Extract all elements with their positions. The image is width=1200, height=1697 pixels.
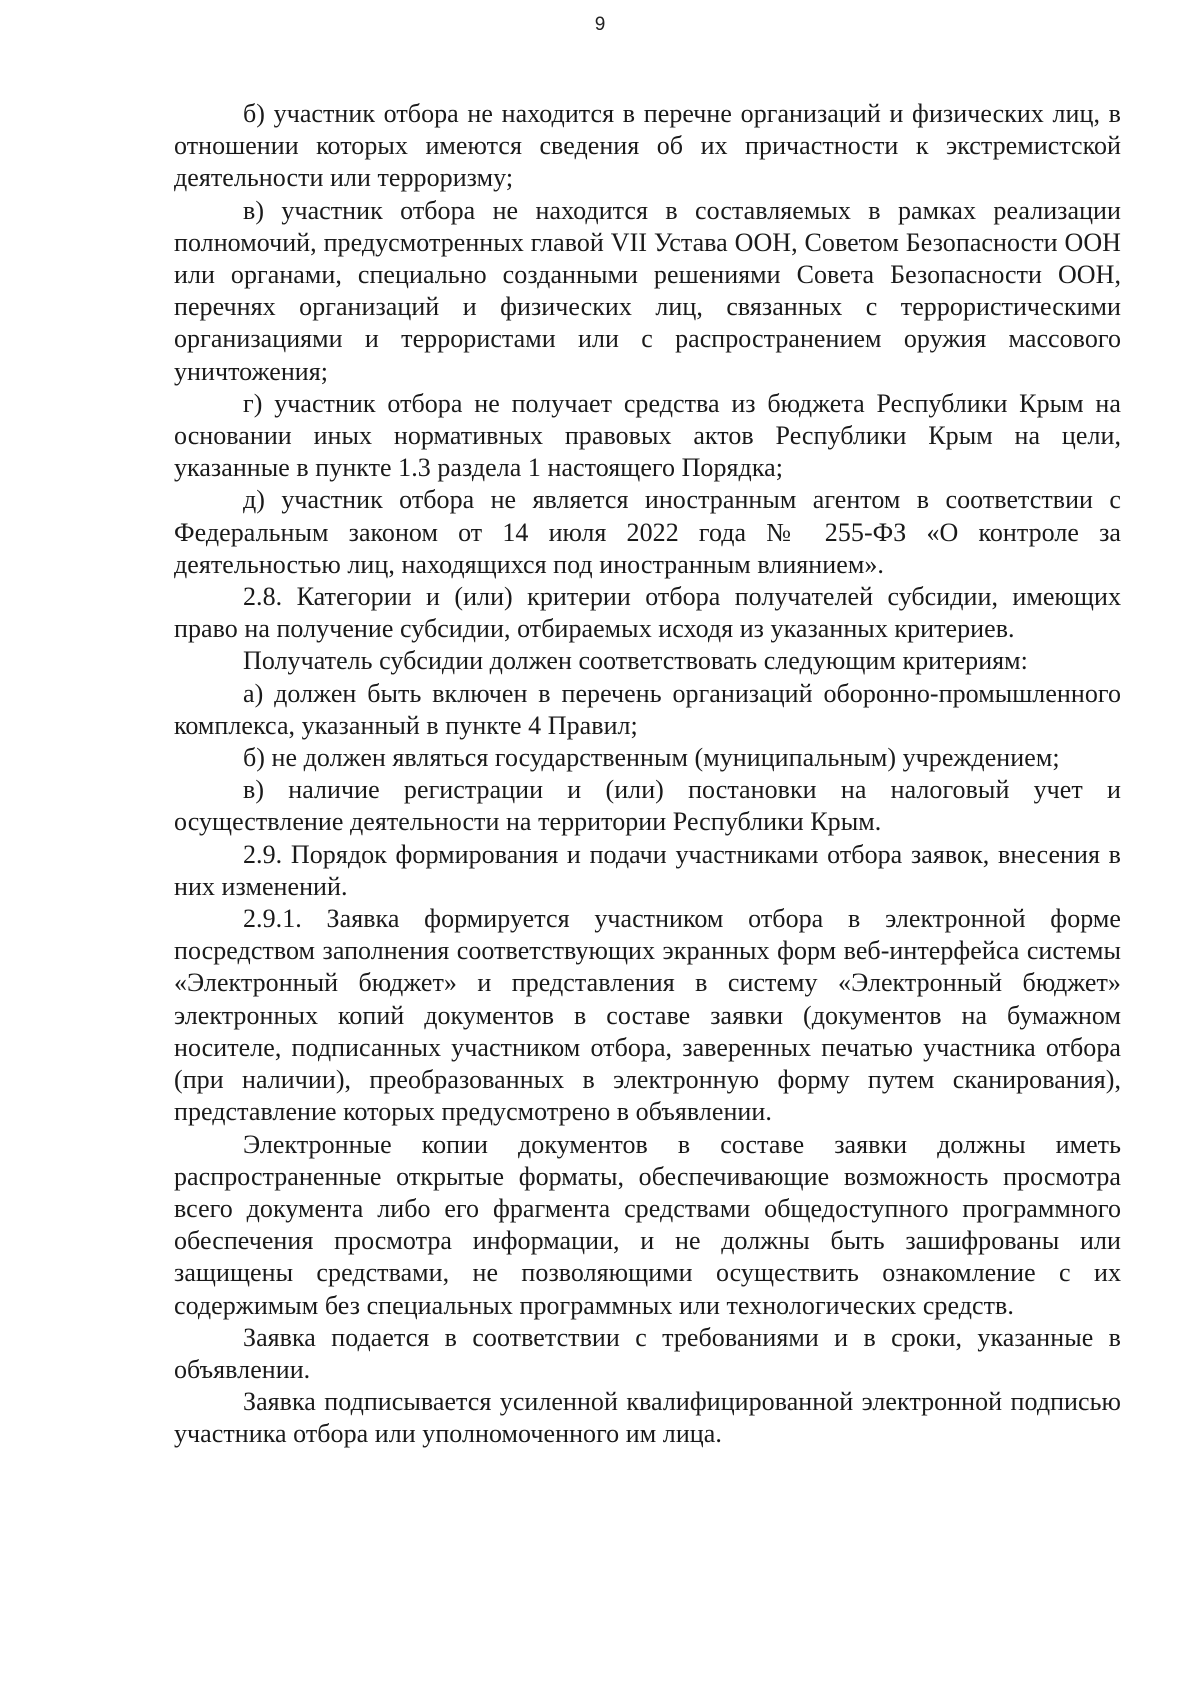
paragraph-g-budget-funds: г) участник отбора не получает средства из бюджета Республики Крым на основании иных нормативных правовых актов Республики Крым на цели, указанные в пункте 1.3 раздела 1 настоящего Порядка;	[174, 388, 1121, 483]
paragraph-2-9-application-order: 2.9. Порядок формирования и подачи участниками отбора заявок, внесения в них изменений.	[174, 839, 1121, 901]
paragraph-2-8-criteria: 2.8. Категории и (или) критерии отбора получателей субсидии, имеющих право на получение субсидии, отбираемых исходя из указанных критериев.	[174, 582, 1121, 644]
paragraph-v-registration: в) наличие регистрации и (или) постановки на налоговый учет и осуществление деятельности на территории Республики Крым.	[174, 775, 1121, 837]
document-body	[174, 98, 1121, 1451]
paragraph-electronic-copies: Электронные копии документов в составе заявки должны иметь распространенные открытые форматы, обеспечивающие возможность просмотра всего документа либо его фрагмента средствами общедоступного программного обеспечения просмотра информации, и не должны быть зашифрованы или защищены средствами, не позволяющими осуществить ознакомление с их содержимым без специальных программных или технологических средств.	[174, 1129, 1121, 1320]
paragraph-d-foreign-agent: д) участник отбора не является иностранным агентом в соответствии с Федеральным законом от 14 июля 2022 года № 255-ФЗ «О контроле за деятельностью лиц, находящихся под иностранным влиянием».	[174, 485, 1121, 579]
paragraph-application-submission: Заявка подается в соответствии с требованиями и в сроки, указанные в объявлении.	[174, 1322, 1121, 1384]
paragraph-2-9-1-electronic-form: 2.9.1. Заявка формируется участником отбора в электронной форме посредством заполнения соответствующих экранных форм веб-интерфейса системы «Электронный бюджет» и представления в систему «Электронный бюджет» электронных копий документов в составе заявки (документов на бумажном носителе, подписанных участником отбора, заверенных печатью участника отбора (при наличии), преобразованных в электронную форму путем сканирования), представление которых предусмотрено в объявлении.	[174, 904, 1121, 1127]
paragraph-b-extremism: б) участник отбора не находится в перечне организаций и физических лиц, в отношении которых имеются сведения об их причастности к экстремистской деятельности или терроризму;	[174, 99, 1121, 193]
paragraph-application-signature: Заявка подписывается усиленной квалифицированной электронной подписью участника отбора или уполномоченного им лица.	[174, 1387, 1121, 1449]
page-number: 9	[594, 14, 606, 35]
paragraph-b-not-state-institution: б) не должен являться государственным (муниципальным) учреждением;	[243, 743, 1060, 773]
paragraph-a-defense-industry: а) должен быть включен в перечень организаций оборонно-промышленного комплекса, указанный в пункте 4 Правил;	[174, 678, 1121, 740]
paragraph-recipient-criteria-intro: Получатель субсидии должен соответствовать следующим критериям:	[243, 646, 1028, 676]
paragraph-v-un-lists: в) участник отбора не находится в составляемых в рамках реализации полномочий, предусмотренных главой VII Устава ООН, Советом Безопасности ООН или органами, специально созданными решениями Совета Безопасности ООН, перечнях организаций и физических лиц, связанных с террористическими организациями и террористами или с распространением оружия массового уничтожения;	[174, 195, 1121, 386]
